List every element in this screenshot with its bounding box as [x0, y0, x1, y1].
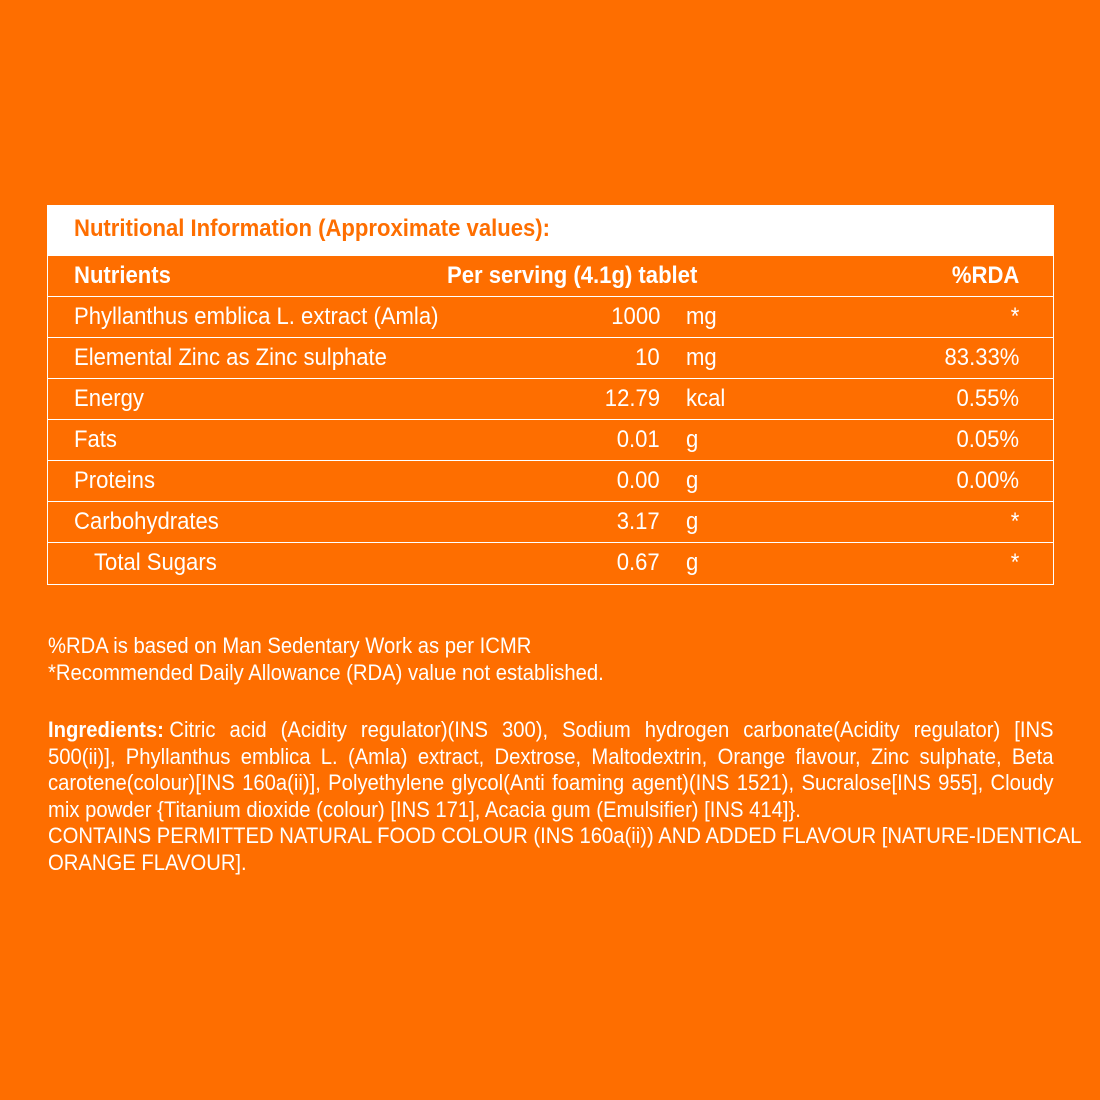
- ingredients-line: [48, 744, 1054, 771]
- nutrient-rda: *: [1010, 549, 1019, 576]
- ingredients-block: [48, 717, 1082, 876]
- nutrient-name: Proteins: [74, 467, 156, 494]
- ingredients-line: [48, 717, 1054, 744]
- nutrient-name: Phyllanthus emblica L. extract (Amla): [74, 303, 439, 330]
- nutrient-unit: g: [686, 467, 699, 494]
- ingredients-line: [48, 797, 1054, 824]
- header-per-serving: Per serving (4.1g) tablet: [447, 262, 698, 289]
- nutrient-name: Fats: [74, 426, 117, 453]
- rda-note-not-established: *Recommended Daily Allowance (RDA) value not established.: [48, 660, 604, 685]
- header-nutrients: Nutrients: [74, 262, 171, 289]
- nutrition-table: [47, 205, 1054, 585]
- ingredients-text: mix powder {Titanium dioxide (colour) [INS 171], Acacia gum (Emulsifier) [INS 414]}.: [48, 796, 801, 822]
- nutrient-unit: mg: [686, 344, 717, 371]
- table-header-row: [48, 255, 1053, 296]
- nutrient-name: Elemental Zinc as Zinc sulphate: [74, 344, 387, 371]
- nutrient-amount: 0.00: [617, 467, 660, 494]
- nutrient-name: Carbohydrates: [74, 508, 219, 535]
- table-row: [48, 460, 1053, 501]
- header-rda: %RDA: [951, 262, 1019, 289]
- nutrient-amount: 3.17: [617, 508, 660, 535]
- nutrient-unit: g: [686, 508, 699, 535]
- nutrient-rda: 0.55%: [956, 385, 1019, 412]
- nutrition-title: Nutritional Information (Approximate values):: [74, 215, 550, 242]
- table-row: [48, 337, 1053, 378]
- nutrient-unit: g: [686, 426, 699, 453]
- ingredients-line: [48, 823, 1082, 850]
- ingredients-label: Ingredients:: [48, 717, 164, 742]
- nutrient-name: Energy: [74, 385, 144, 412]
- nutrient-amount: 10: [635, 344, 660, 371]
- ingredients-line: [48, 850, 1054, 877]
- ingredients-line: [48, 770, 1054, 797]
- nutrition-title-bar: [48, 206, 1053, 255]
- nutrient-rda: *: [1010, 508, 1019, 535]
- table-row: [48, 378, 1053, 419]
- rda-note-basis: %RDA is based on Man Sedentary Work as per ICMR: [48, 633, 532, 658]
- nutrient-amount: 0.01: [617, 426, 660, 453]
- ingredients-text: 500(ii)], Phyllanthus emblica L. (Amla) extract, Dextrose, Maltodextrin, Orange flavour, Zinc sulphate, Beta: [48, 743, 1054, 769]
- nutrient-unit: g: [686, 549, 699, 576]
- nutrient-name: Total Sugars: [94, 549, 217, 576]
- table-row: [48, 296, 1053, 337]
- table-row: [48, 501, 1053, 542]
- table-row: [48, 419, 1053, 460]
- table-row: [48, 542, 1053, 583]
- ingredients-text: ORANGE FLAVOUR].: [48, 849, 247, 875]
- nutrient-rda: 0.00%: [956, 467, 1019, 494]
- nutrient-rda: *: [1010, 303, 1019, 330]
- rda-notes: [48, 632, 604, 686]
- ingredients-text: Citric acid (Acidity regulator)(INS 300), Sodium hydrogen carbonate(Acidity regulator) [INS: [169, 717, 1054, 742]
- nutrient-amount: 12.79: [604, 385, 660, 412]
- ingredients-text: carotene(colour)[INS 160a(ii)], Polyethylene glycol(Anti foaming agent)(INS 1521), Sucralose[INS 955], Cloudy: [48, 770, 1054, 795]
- nutrient-rda: 0.05%: [956, 426, 1019, 453]
- ingredients-text: CONTAINS PERMITTED NATURAL FOOD COLOUR (INS 160a(ii)) AND ADDED FLAVOUR [NATURE-IDENTICAL: [48, 823, 1082, 848]
- nutrient-rda: 83.33%: [944, 344, 1019, 371]
- nutrient-amount: 0.67: [617, 549, 660, 576]
- nutrient-unit: mg: [686, 303, 717, 330]
- nutrient-unit: kcal: [686, 385, 726, 412]
- nutrient-amount: 1000: [610, 303, 660, 330]
